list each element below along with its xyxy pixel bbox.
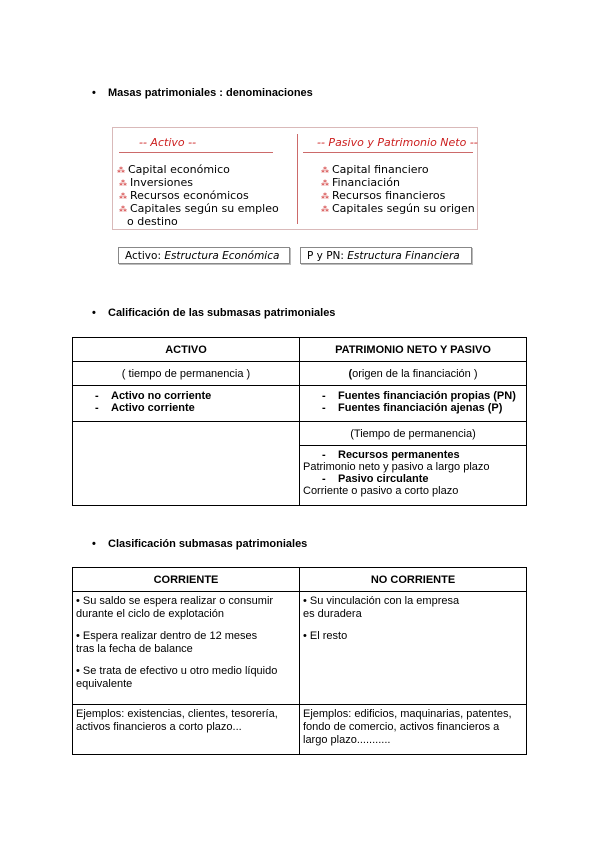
denominations-figure xyxy=(112,127,478,230)
corriente-criteria xyxy=(73,592,300,705)
activo-criterion: ( tiempo de permanencia ) xyxy=(73,362,300,386)
bullet-icon: • xyxy=(92,538,96,550)
list-item: • Su vinculación con la empresa es duradera xyxy=(303,595,460,620)
triangle-dots-icon: ⁂ xyxy=(119,205,127,214)
pasivo-submasses xyxy=(300,386,527,422)
qualification-table xyxy=(72,337,527,506)
pasivo-item: ⁂ Financiación xyxy=(321,176,400,189)
activo-title: -- Activo -- xyxy=(139,136,197,149)
empty-cell xyxy=(73,422,300,506)
activo-item: ⁂ Inversiones xyxy=(119,176,194,189)
activo-submasses xyxy=(73,386,300,422)
current-liabilities-desc: Corriente o pasivo a corto plazo xyxy=(303,485,459,497)
no-corriente-header: NO CORRIENTE xyxy=(300,568,527,592)
triangle-dots-icon: ⁂ xyxy=(321,205,329,214)
no-corriente-examples: Ejemplos: edificios, maquinarias, patentes, fondo de comercio, activos financieros a largo plazo........... xyxy=(300,705,527,755)
activo-item: ⁂ Capitales según su empleo xyxy=(119,202,279,215)
pasivo-item: ⁂ Capital financiero xyxy=(321,163,429,176)
list-item: - Fuentes financiación propias (PN) xyxy=(322,390,516,402)
activo-header: ACTIVO xyxy=(73,338,300,362)
triangle-dots-icon: ⁂ xyxy=(117,166,125,175)
pasivo-item: ⁂ Recursos financieros xyxy=(321,189,446,202)
list-item: - Activo no corriente xyxy=(95,390,212,402)
bullet-icon: • xyxy=(92,87,96,99)
pasivo-item: ⁂ Capitales según su origen xyxy=(321,202,475,215)
corriente-examples: Ejemplos: existencias, clientes, tesorería, activos financieros a corto plazo... xyxy=(73,705,300,755)
section2-heading-text: Calificación de las submasas patrimoniales xyxy=(108,307,336,319)
activo-item-continuation: o destino xyxy=(127,215,178,228)
bullet-icon: • xyxy=(92,307,96,319)
pasivo-title: -- Pasivo y Patrimonio Neto -- xyxy=(317,136,478,149)
no-corriente-criteria xyxy=(300,592,527,705)
section1-heading-text: Masas patrimoniales : denominaciones xyxy=(108,87,313,99)
pasivo-time-classes xyxy=(300,446,527,506)
list-item: • Su saldo se espera realizar o consumir durante el ciclo de explotación xyxy=(76,595,274,620)
pn-pasivo-header: PATRIMONIO NETO Y PASIVO xyxy=(300,338,527,362)
triangle-dots-icon: ⁂ xyxy=(321,166,329,175)
classification-table xyxy=(72,567,527,755)
pasivo-structure-tag: P y PN: Estructura Financiera xyxy=(300,247,472,264)
list-item: - Activo corriente xyxy=(95,402,195,414)
list-item: • Espera realizar dentro de 12 meses tras la fecha de balance xyxy=(76,630,258,655)
corriente-header: CORRIENTE xyxy=(73,568,300,592)
section1-heading xyxy=(92,87,313,99)
figure-divider xyxy=(297,134,298,224)
activo-item: ⁂ Recursos económicos xyxy=(119,189,249,202)
pasivo-underline xyxy=(303,152,473,153)
section2-heading xyxy=(92,307,335,319)
triangle-dots-icon: ⁂ xyxy=(321,192,329,201)
list-item: - Pasivo circulante xyxy=(322,473,429,485)
triangle-dots-icon: ⁂ xyxy=(119,192,127,201)
activo-structure-tag: Activo: Estructura Económica xyxy=(118,247,290,264)
list-item: • El resto xyxy=(303,630,348,642)
section3-heading xyxy=(92,538,307,550)
activo-underline xyxy=(119,152,273,153)
list-item: - Fuentes financiación ajenas (P) xyxy=(322,402,503,414)
permanent-resources-desc: Patrimonio neto y pasivo a largo plazo xyxy=(303,461,490,473)
pasivo-time-criterion: (Tiempo de permanencia) xyxy=(300,422,527,446)
triangle-dots-icon: ⁂ xyxy=(119,179,127,188)
triangle-dots-icon: ⁂ xyxy=(321,179,329,188)
section3-heading-text: Clasificación submasas patrimoniales xyxy=(108,538,308,550)
pasivo-criterion: (origen de la financiación ) xyxy=(300,362,527,386)
list-item: • Se trata de efectivo u otro medio líquido equivalente xyxy=(76,665,278,690)
activo-item: ⁂ Capital económico xyxy=(117,163,230,176)
list-item: - Recursos permanentes xyxy=(322,449,460,461)
